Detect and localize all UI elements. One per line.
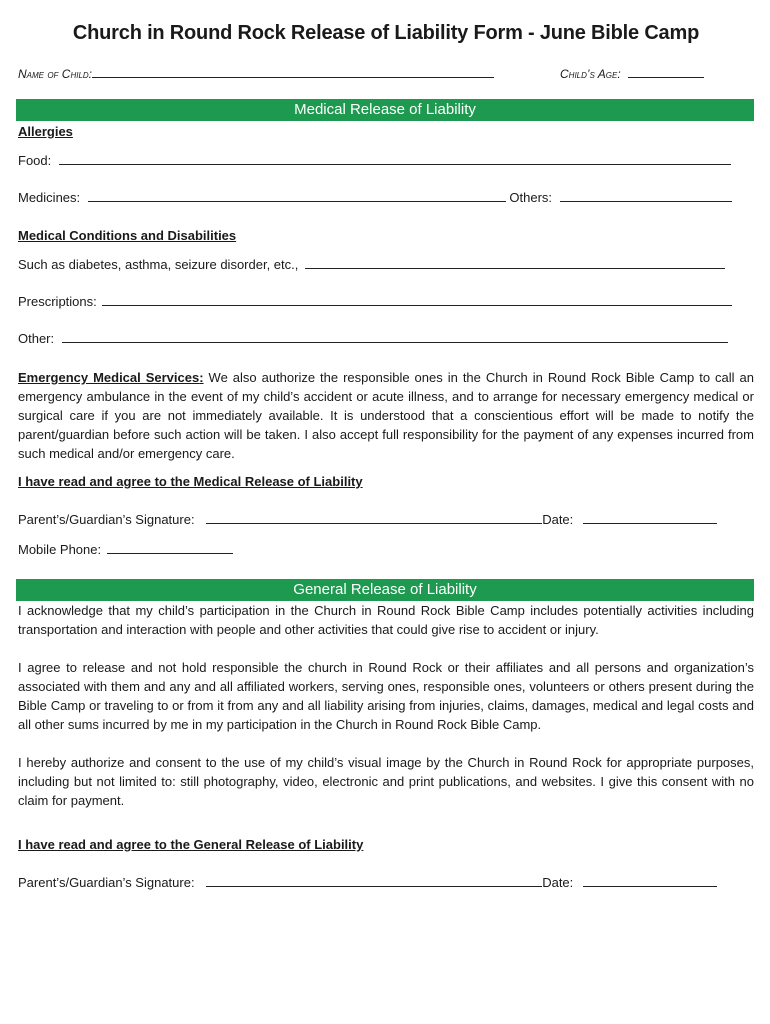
allergies-heading: Allergies [18, 124, 73, 139]
general-signature-field[interactable] [206, 875, 542, 887]
form-title: Church in Round Rock Release of Liability Form - June Bible Camp [72, 22, 700, 44]
general-date-field[interactable] [583, 875, 717, 887]
general-signature-label: Parent’s/Guardian’s Signature: [18, 875, 195, 890]
conditions-field[interactable] [305, 257, 725, 269]
child-age-field[interactable] [628, 66, 704, 78]
emergency-heading: Emergency Medical Services [18, 370, 200, 385]
medicines-label: Medicines: [18, 190, 81, 205]
conditions-row [18, 257, 754, 272]
mobile-label: Mobile Phone: [18, 542, 102, 557]
food-row [18, 153, 754, 168]
prescriptions-field[interactable] [102, 294, 732, 306]
prescriptions-row [18, 294, 754, 309]
mobile-field[interactable] [107, 542, 233, 554]
medicines-row [18, 190, 754, 205]
child-info-row [18, 66, 754, 81]
food-label: Food: [18, 153, 52, 168]
general-release-band: General Release of Liability [16, 579, 754, 601]
medical-signature-field[interactable] [206, 512, 542, 524]
medical-release-band: Medical Release of Liability [16, 99, 754, 121]
other-field[interactable] [62, 331, 728, 343]
child-age-label: Child’s Age: [560, 67, 621, 81]
food-field[interactable] [59, 153, 731, 165]
medical-date-label: Date: [542, 512, 574, 527]
general-paragraph-2: I agree to release and not hold responsible the church in Round Rock or their affiliates and all persons and organization’s associated with them and any and all affiliated workers, serving ones, responsible ones, volunteers or others present during the Bible Camp or traveling to or from it from any and all liability arising from injuries, claims, damages, medical and legal costs and all other sums incurred by me in my participation in the Church in Round Rock Bible Camp. [18, 660, 754, 732]
general-paragraph-3: I hereby authorize and consent to the use of my child’s visual image by the Church in Round Rock for appropriate purposes, including but not limited to: still photography, video, electronic and print publications, and websites. I give this consent with no claim for payment. [18, 755, 754, 808]
emergency-text: We also authorize the responsible ones in the Church in Round Rock Bible Camp to call an emergency ambulance in the event of my child’s accident or acute illness, and to arrange for necessary emergency medical or surgical care if you are not immediately available. It is understood that a conscientious effort will be made to notify the parent/guardian before such action will be taken. I also accept full responsibility for the payment of any expenses incurred from such medical and/or emergency care. [18, 370, 754, 461]
medical-signature-row [18, 512, 754, 527]
other-row [18, 331, 754, 346]
other-label: Other: [18, 331, 55, 346]
general-signature-row [18, 875, 754, 890]
medicines-field[interactable] [88, 190, 506, 202]
conditions-label: Such as diabetes, asthma, seizure disorder, etc., [18, 257, 299, 272]
general-agree-heading: I have read and agree to the General Release of Liability [18, 837, 364, 852]
child-name-field[interactable] [92, 66, 494, 78]
emergency-paragraph: Emergency Medical Services: We also authorize the responsible ones in the Church in Round Rock Bible Camp to call an emergency ambulance in the event of my child’s accident or acute illness, and to arrange for necessary emergency medical or surgical care if you are not immediately available. It is understood that a conscientious effort will be made to notify the parent/guardian before such action will be taken. I also accept full responsibility for the payment of any expenses incurred from such medical and/or emergency care. [18, 370, 754, 461]
medical-date-field[interactable] [583, 512, 717, 524]
medical-signature-label: Parent’s/Guardian’s Signature: [18, 512, 195, 527]
prescriptions-label: Prescriptions: [18, 294, 97, 309]
medical-agree-heading: I have read and agree to the Medical Release of Liability [18, 474, 363, 489]
others-label: Others: [509, 190, 553, 205]
mobile-row [18, 542, 754, 557]
others-field[interactable] [560, 190, 732, 202]
general-date-label: Date: [542, 875, 574, 890]
general-paragraph-1: I acknowledge that my child’s participation in the Church in Round Rock Bible Camp includes potentially activities including transportation and interaction with people and other activities that could give rise to accident or injury. [18, 603, 754, 637]
conditions-heading: Medical Conditions and Disabilities [18, 228, 237, 243]
child-name-label: Name of Child: [18, 67, 93, 81]
